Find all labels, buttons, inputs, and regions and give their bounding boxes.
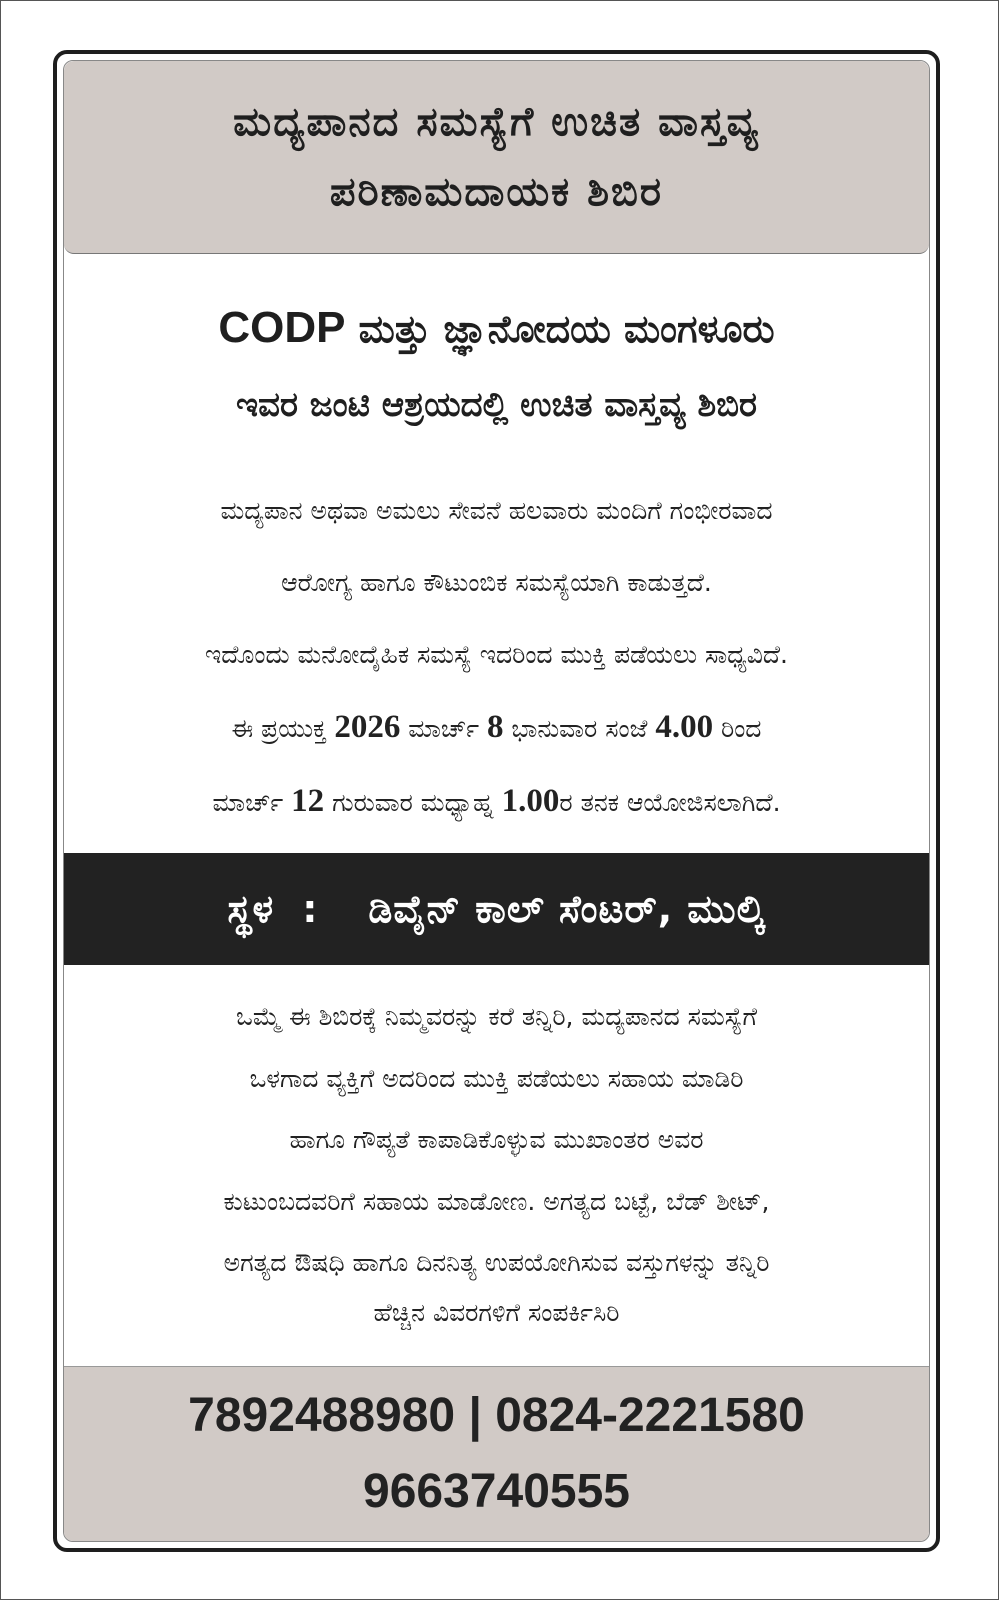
schedule-start-time: 4.00: [655, 709, 714, 745]
schedule-start-prefix: ಈ ಪ್ರಯುಕ್ತ: [231, 714, 335, 743]
schedule-end-time: 1.00: [501, 783, 560, 819]
organizers-line: [64, 291, 929, 366]
venue-colon: :: [302, 886, 319, 931]
schedule-end-day: 12: [291, 783, 325, 819]
description-line-2: ಆರೋಗ್ಯ ಹಾಗೂ ಕೌಟುಂಬಿಕ ಸಮಸ್ಯೆಯಾಗಿ ಕಾಡುತ್ತದೆ.: [281, 568, 712, 597]
schedule-end-line: [64, 765, 929, 839]
appeal-line-5: ಅಗತ್ಯದ ಔಷಧಿ ಹಾಗೂ ದಿನನಿತ್ಯ ಉಪಯೋಗಿಸುವ ವಸ್ತುಗಳನ್ನು ತನ್ನಿರಿ: [223, 1248, 770, 1277]
schedule-year: 2026: [334, 709, 401, 745]
title-line-2: ಪರಿಣಾಮದಾಯಕ ಶಿಬಿರ: [329, 169, 664, 215]
description-line-3: ಇದೊಂದು ಮನೋದೈಹಿಕ ಸಮಸ್ಯೆ ಇದರಿಂದ ಮುಕ್ತಿ ಪಡೆಯಲು ಸಾಧ್ಯವಿದೆ.: [205, 640, 788, 669]
venue-place: ಡಿವೈನ್ ಕಾಲ್ ಸೆಂಟರ್, ಮುಲ್ಕಿ: [368, 886, 766, 931]
phone-box: [64, 1366, 929, 1541]
schedule-end-weekday: ಗುರುವಾರ ಮಧ್ಯಾಹ್ನ: [324, 788, 502, 817]
appeal-section: [64, 986, 929, 1294]
poster-frame: [53, 50, 940, 1552]
title-box: [64, 61, 929, 254]
schedule-end-suffix: ರ ತನಕ ಆಯೋಜಿಸಲಾಗಿದೆ.: [559, 788, 781, 817]
poster-inner: [63, 60, 930, 1542]
schedule-start-suffix: ರಿಂದ: [713, 714, 762, 743]
schedule-start-weekday: ಭಾನುವಾರ ಸಂಜೆ: [503, 714, 656, 743]
organizers-rest: ಮತ್ತು ಜ್ಞಾನೋದಯ ಮಂಗಳೂರು: [345, 307, 775, 351]
contact-label: ಹೆಚ್ಚಿನ ವಿವರಗಳಿಗೆ ಸಂಪರ್ಕಿಸಿರಿ: [373, 1298, 620, 1327]
schedule-month-end: ಮಾರ್ಚ್: [212, 788, 292, 817]
phone-numbers-line-1: 7892488980 | 0824-2221580: [188, 1389, 805, 1442]
organizers-section: [64, 291, 929, 444]
schedule-start-day: 8: [486, 709, 504, 745]
title-line-1: ಮದ್ಯಪಾನದ ಸಮಸ್ಯೆಗೆ ಉಚಿತ ವಾಸ್ತವ್ಯ: [233, 99, 760, 145]
joint-camp-line: ಇವರ ಜಂಟಿ ಆಶ್ರಯದಲ್ಲಿ ಉಚಿತ ವಾಸ್ತವ್ಯ ಶಿಬಿರ: [236, 385, 757, 425]
venue-bar: [64, 853, 929, 965]
schedule-month-start: ಮಾರ್ಚ್: [400, 714, 487, 743]
appeal-line-3: ಹಾಗೂ ಗೌಪ್ಯತೆ ಕಾಪಾಡಿಕೊಳ್ಳುವ ಮುಖಾಂತರ ಅವರ: [289, 1125, 704, 1154]
appeal-line-1: ಒಮ್ಮೆ ಈ ಶಿಬಿರಕ್ಕೆ ನಿಮ್ಮವರನ್ನು ಕರೆ ತನ್ನಿರಿ, ಮದ್ಯಪಾನದ ಸಮಸ್ಯೆಗೆ: [236, 1002, 757, 1031]
description-line-1: ಮದ್ಯಪಾನ ಅಥವಾ ಅಮಲು ಸೇವನೆ ಹಲವಾರು ಮಂದಿಗೆ ಗಂಭೀರವಾದ: [220, 496, 773, 525]
venue-label: ಸ್ಥಳ: [227, 886, 275, 931]
phone-numbers-line-2: 9663740555: [363, 1465, 630, 1518]
venue-text: [228, 887, 766, 932]
appeal-line-4: ಕುಟುಂಬದವರಿಗೆ ಸಹಾಯ ಮಾಡೋಣ. ಅಗತ್ಯದ ಬಟ್ಟೆ, ಬೆಡ್ ಶೀಟ್,: [223, 1186, 770, 1216]
codp-name: CODP: [218, 303, 346, 352]
description-section: [64, 475, 929, 839]
appeal-line-2: ಒಳಗಾದ ವ್ಯಕ್ತಿಗೆ ಅದರಿಂದ ಮುಕ್ತಿ ಪಡೆಯಲು ಸಹಾಯ ಮಾಡಿರಿ: [249, 1063, 744, 1093]
schedule-start-line: [64, 691, 929, 765]
